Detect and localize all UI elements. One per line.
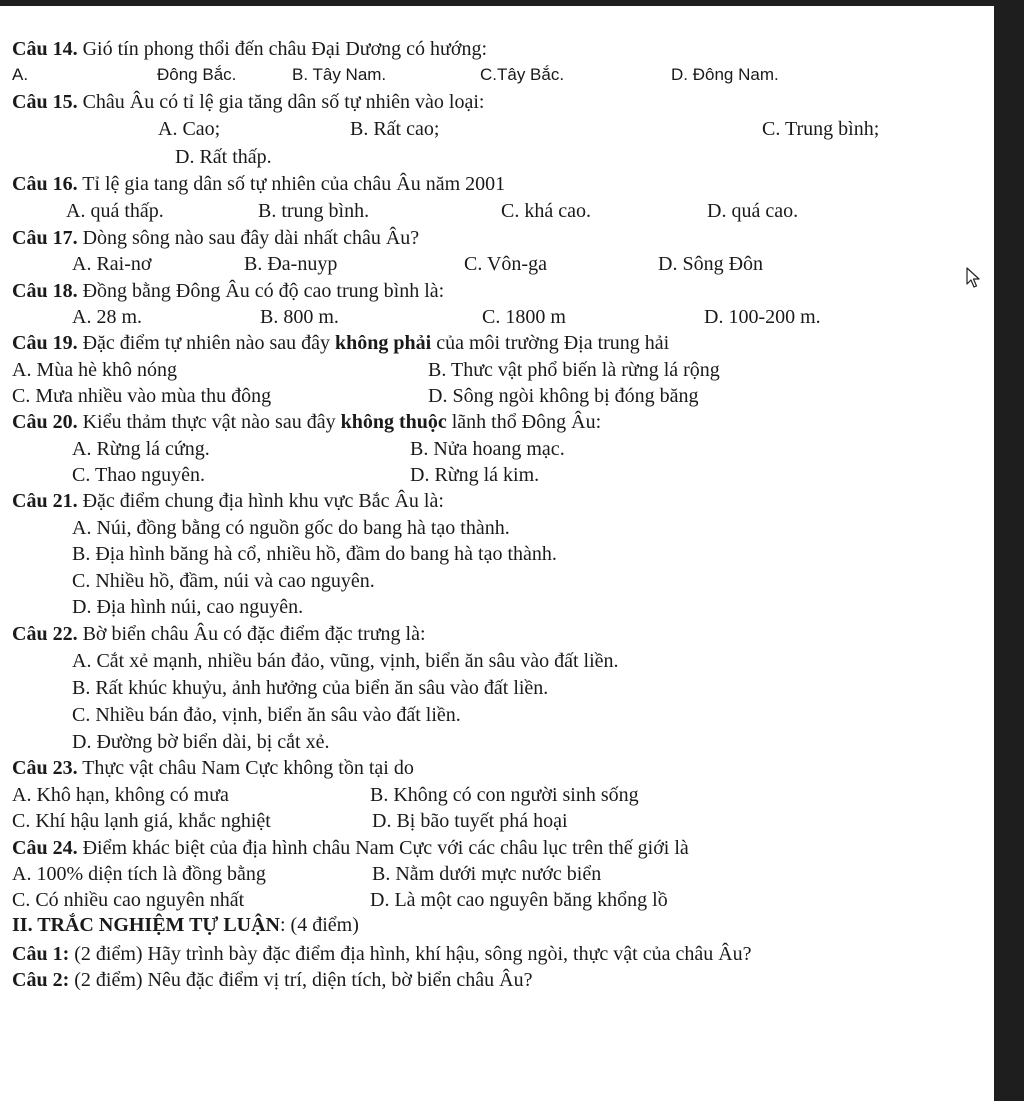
question-18 bbox=[12, 279, 444, 303]
q19-option-d: D. Sông ngòi không bị đóng băng bbox=[428, 385, 699, 407]
q24-option-b: B. Nằm dưới mực nước biển bbox=[372, 863, 602, 885]
q24-option-a: A. 100% diện tích là đồng bằng bbox=[12, 863, 266, 885]
q15-option-a: A. Cao; bbox=[158, 118, 221, 140]
question-22 bbox=[12, 622, 426, 646]
q23-option-a: A. Khô hạn, không có mưa bbox=[12, 784, 229, 806]
question-number: Câu 18. bbox=[12, 280, 78, 302]
question-text: (2 điểm) Nêu đặc điểm vị trí, diện tích, bờ biển châu Âu? bbox=[69, 969, 533, 991]
q22-option-a: A. Cắt xẻ mạnh, nhiều bán đảo, vũng, vịnh, biển ăn sâu vào đất liền. bbox=[72, 650, 619, 672]
mouse-pointer-icon bbox=[966, 267, 982, 289]
q23-option-d: D. Bị bão tuyết phá hoại bbox=[372, 810, 568, 832]
question-number: Câu 14. bbox=[12, 38, 78, 60]
right-border bbox=[994, 0, 1024, 1101]
q22-option-c: C. Nhiều bán đảo, vịnh, biển ăn sâu vào đất liền. bbox=[72, 704, 461, 726]
q17-option-a: A. Rai-nơ bbox=[72, 253, 152, 275]
q14-option-a-label: A. bbox=[12, 65, 29, 84]
question-text: Đồng bằng Đông Âu có độ cao trung bình là: bbox=[77, 280, 445, 302]
q17-option-c: C. Vôn-ga bbox=[464, 253, 547, 275]
q21-option-a: A. Núi, đồng bằng có nguồn gốc do bang hà tạo thành. bbox=[72, 517, 510, 539]
q15-option-d: D. Rất thấp. bbox=[175, 146, 272, 168]
q21-option-d: D. Địa hình núi, cao nguyên. bbox=[72, 596, 304, 618]
question-number: Câu 16. bbox=[12, 173, 78, 195]
q20-option-a: A. Rừng lá cứng. bbox=[72, 438, 210, 460]
question-text: (2 điểm) Hãy trình bày đặc điểm địa hình, khí hậu, sông ngòi, thực vật của châu Âu? bbox=[69, 943, 752, 965]
section-points: : (4 điểm) bbox=[280, 914, 359, 936]
q18-option-d: D. 100-200 m. bbox=[704, 306, 821, 328]
question-16 bbox=[12, 172, 505, 196]
question-20 bbox=[12, 410, 601, 434]
question-number: Câu 24. bbox=[12, 837, 78, 859]
question-number: Câu 2: bbox=[12, 969, 70, 991]
q17-option-b: B. Đa-nuyp bbox=[244, 253, 338, 275]
q19-option-b: B. Thưc vật phổ biến là rừng lá rộng bbox=[428, 359, 720, 381]
question-text-end: của môi trường Địa trung hải bbox=[431, 332, 670, 354]
q14-option-d: D. Đông Nam. bbox=[671, 65, 779, 84]
q18-option-a: A. 28 m. bbox=[72, 306, 142, 328]
section-2-heading bbox=[12, 913, 359, 937]
q15-option-b: B. Rất cao; bbox=[350, 118, 440, 140]
question-text: Châu Âu có tỉ lệ gia tăng dân số tự nhiên vào loại: bbox=[77, 91, 485, 113]
question-21 bbox=[12, 489, 444, 513]
question-number: Câu 21. bbox=[12, 490, 78, 512]
q19-option-c: C. Mưa nhiều vào mùa thu đông bbox=[12, 385, 272, 407]
question-19 bbox=[12, 331, 669, 355]
question-number: Câu 17. bbox=[12, 227, 78, 249]
q16-option-d: D. quá cao. bbox=[707, 200, 799, 222]
q14-option-b: B. Tây Nam. bbox=[292, 65, 387, 84]
question-text: Gió tín phong thổi đến châu Đại Dương có hướng: bbox=[77, 38, 488, 60]
q22-option-d: D. Đường bờ biển dài, bị cắt xẻ. bbox=[72, 731, 330, 753]
q21-option-c: C. Nhiều hồ, đầm, núi và cao nguyên. bbox=[72, 570, 375, 592]
question-emphasis: không phải bbox=[335, 332, 432, 354]
q23-option-c: C. Khí hậu lạnh giá, khắc nghiệt bbox=[12, 810, 271, 832]
q16-option-a: A. quá thấp. bbox=[66, 200, 164, 222]
question-number: Câu 1: bbox=[12, 943, 70, 965]
question-text-end: lãnh thổ Đông Âu: bbox=[446, 411, 602, 433]
q16-option-b: B. trung bình. bbox=[258, 200, 370, 222]
q24-option-c: C. Có nhiều cao nguyên nhất bbox=[12, 889, 245, 911]
question-text: Dòng sông nào sau đây dài nhất châu Âu? bbox=[77, 227, 420, 249]
question-text: Điểm khác biệt của địa hình châu Nam Cực với các châu lục trên thế giới là bbox=[77, 837, 689, 859]
question-number: Câu 22. bbox=[12, 623, 78, 645]
q20-option-c: C. Thao nguyên. bbox=[72, 464, 205, 486]
question-23 bbox=[12, 756, 414, 780]
essay-question-1 bbox=[12, 942, 752, 966]
q16-option-c: C. khá cao. bbox=[501, 200, 591, 222]
q21-option-b: B. Địa hình băng hà cổ, nhiều hồ, đầm do bang hà tạo thành. bbox=[72, 543, 557, 565]
q14-option-c: C.Tây Bắc. bbox=[480, 65, 565, 84]
section-title: II. TRẮC NGHIỆM TỰ LUẬN bbox=[12, 914, 280, 936]
question-number: Câu 15. bbox=[12, 91, 78, 113]
question-17 bbox=[12, 226, 419, 250]
q18-option-c: C. 1800 m bbox=[482, 306, 566, 328]
q14-option-a-text: Đông Bắc. bbox=[157, 65, 237, 84]
question-number: Câu 20. bbox=[12, 411, 78, 433]
q19-option-a: A. Mùa hè khô nóng bbox=[12, 359, 177, 381]
q18-option-b: B. 800 m. bbox=[260, 306, 339, 328]
question-24 bbox=[12, 836, 689, 860]
q23-option-b: B. Không có con người sinh sống bbox=[370, 784, 639, 806]
question-15 bbox=[12, 90, 484, 114]
question-text: Đặc điểm chung địa hình khu vực Bắc Âu là: bbox=[77, 490, 444, 512]
q20-option-d: D. Rừng lá kim. bbox=[410, 464, 540, 486]
question-text: Thực vật châu Nam Cực không tồn tại do bbox=[77, 757, 414, 779]
q24-option-d: D. Là một cao nguyên băng khổng lồ bbox=[370, 889, 668, 911]
question-number: Câu 19. bbox=[12, 332, 78, 354]
q20-option-b: B. Nửa hoang mạc. bbox=[410, 438, 565, 460]
question-text: Bờ biển châu Âu có đặc điểm đặc trưng là: bbox=[77, 623, 426, 645]
question-text: Kiểu thảm thực vật nào sau đây bbox=[77, 411, 341, 433]
question-text: Đặc điểm tự nhiên nào sau đây bbox=[77, 332, 336, 354]
question-emphasis: không thuộc bbox=[340, 411, 447, 433]
q22-option-b: B. Rất khúc khuỷu, ảnh hưởng của biển ăn sâu vào đất liền. bbox=[72, 677, 549, 699]
question-14 bbox=[12, 37, 487, 61]
essay-question-2 bbox=[12, 968, 532, 992]
q15-option-c: C. Trung bình; bbox=[762, 118, 880, 140]
question-text: Tỉ lệ gia tang dân số tự nhiên của châu Âu năm 2001 bbox=[77, 173, 506, 195]
question-number: Câu 23. bbox=[12, 757, 78, 779]
q17-option-d: D. Sông Đôn bbox=[658, 253, 764, 275]
